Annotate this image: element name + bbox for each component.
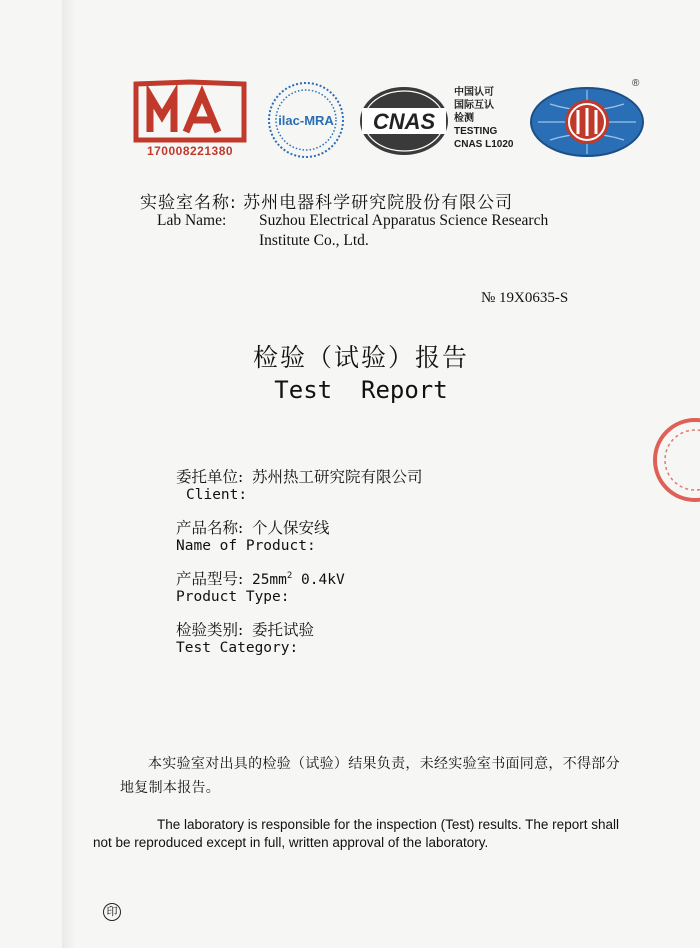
product-type-label-en: Product Type: bbox=[176, 589, 290, 605]
cal-globe-logo bbox=[528, 82, 646, 162]
lab-name-en-label: Lab Name: bbox=[157, 212, 227, 229]
client-label-en: Client: bbox=[186, 487, 248, 503]
cnas-en-line2: CNAS L1020 bbox=[454, 139, 514, 150]
test-category-label-en: Test Category: bbox=[176, 640, 299, 656]
lab-name-en bbox=[157, 211, 549, 249]
report-number: № 19X0635-S bbox=[481, 290, 569, 306]
notice-en-line1: The laboratory is responsible for the inspection (Test) results. The report shall bbox=[157, 817, 619, 832]
cnas-cn-line1: 中国认可 bbox=[454, 87, 494, 98]
page-edge-shadow bbox=[62, 0, 76, 948]
product-type-value bbox=[252, 572, 345, 588]
field-product-name bbox=[176, 516, 330, 554]
product-type-label-cn: 产品型号: bbox=[176, 570, 244, 588]
field-client bbox=[176, 465, 423, 503]
product-name-value: 个人保安线 bbox=[251, 519, 330, 537]
ilac-text: ilac-MRA bbox=[278, 113, 334, 128]
field-product-type bbox=[176, 567, 345, 605]
cnas-logo bbox=[358, 84, 450, 158]
cnas-en-line1: TESTING bbox=[454, 126, 498, 137]
print-mark-icon: 印 bbox=[103, 903, 121, 921]
client-label-cn: 委托单位: bbox=[176, 468, 244, 486]
notice-cn: 本实验室对出具的检验（试验）结果负责，未经实验室书面同意，不得部分地复制本报告。 bbox=[120, 756, 620, 796]
notice-en bbox=[93, 816, 653, 852]
field-test-category bbox=[176, 618, 314, 656]
product-type-value-main: 25mm bbox=[251, 572, 287, 588]
cnas-text: CNAS bbox=[372, 109, 436, 134]
client-value: 苏州热工研究院有限公司 bbox=[251, 468, 423, 486]
product-name-label-cn: 产品名称: bbox=[176, 519, 244, 537]
cma-number: 170008221380 bbox=[146, 144, 234, 158]
product-name-label-en: Name of Product: bbox=[176, 538, 316, 554]
partial-red-seal bbox=[650, 415, 700, 505]
registered-mark: ® bbox=[632, 78, 640, 89]
product-type-value-rest: 0.4kV bbox=[292, 572, 345, 588]
lab-name-cn bbox=[140, 188, 513, 213]
accreditation-logos bbox=[132, 78, 652, 168]
lab-name-cn-value: 苏州电器科学研究院股份有限公司 bbox=[243, 193, 514, 213]
cnas-cn-line3: 检测 bbox=[454, 113, 474, 124]
test-category-value: 委托试验 bbox=[251, 621, 314, 639]
product-type-value-sup: 2 bbox=[286, 571, 293, 582]
report-title-cn: 检验（试验）报告 bbox=[252, 343, 469, 372]
report-title-en: Test Report bbox=[274, 376, 448, 404]
ilac-mra-logo bbox=[266, 80, 346, 160]
lab-name-cn-label: 实验室名称: bbox=[140, 193, 237, 213]
cnas-cn-line2: 国际互认 bbox=[454, 100, 494, 111]
notice-en-line2: not be reproduced except in full, written approval of the laboratory. bbox=[93, 835, 489, 850]
test-category-label-cn: 检验类别: bbox=[176, 621, 244, 639]
lab-name-en-value: Suzhou Electrical Apparatus Science Research Institute Co., Ltd. bbox=[259, 212, 549, 249]
